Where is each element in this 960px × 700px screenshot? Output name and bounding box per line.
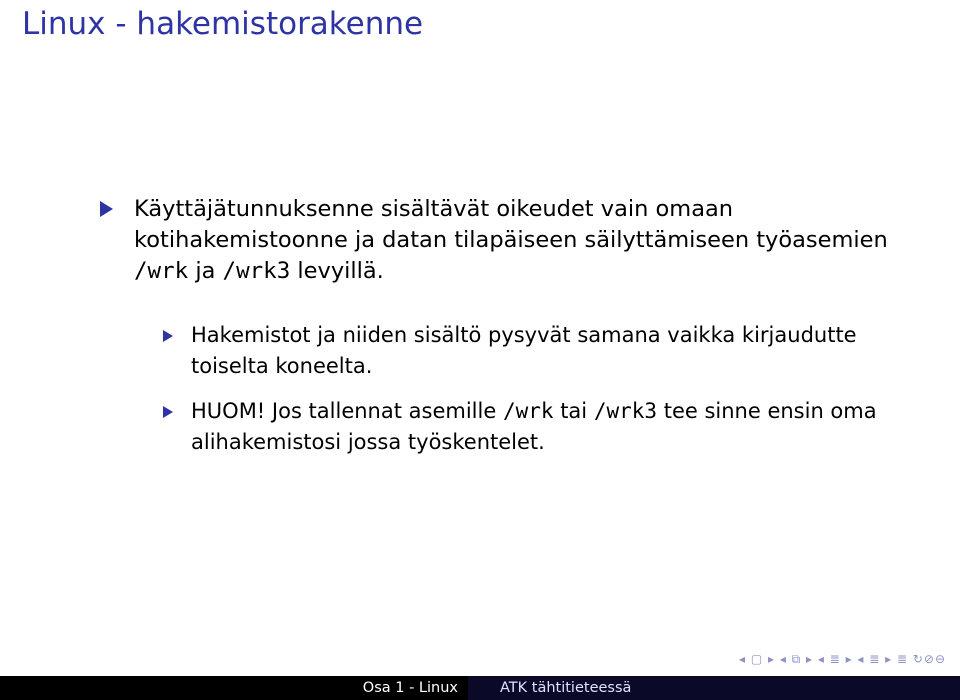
bullet-arrow-icon	[100, 201, 113, 217]
code-wrk: /wrk	[502, 399, 554, 423]
sub-bullet-2-part3: tee sinne ensin oma alihakemistosi jossa työskentelet.	[191, 399, 877, 454]
footer-section: Osa 1 - Linux	[0, 676, 468, 700]
sub-bullet-1-text: Hakemistot ja niiden sisältö pysyvät samana vaikka kirjaudutte toiselta koneelta.	[191, 323, 857, 378]
slide-title: Linux - hakemistorakenne	[22, 6, 424, 42]
sub-bullet-2-part1: HUOM! Jos tallennat asemille	[191, 399, 503, 423]
sub-bullet-arrow-icon	[163, 406, 173, 418]
footer-course: ATK tähtitieteessä	[468, 676, 960, 700]
sub-bullet-1	[163, 320, 903, 382]
sub-bullet-arrow-icon	[163, 330, 173, 342]
code-wrk: /wrk	[134, 258, 189, 284]
main-bullet-text	[134, 194, 900, 287]
main-bullet-part2: ja	[188, 258, 223, 284]
beamer-navigation-icons[interactable]: ◂ ▢ ▸ ◂ ⧉ ▸ ◂ ≣ ▸ ◂ ≣ ▸ ≣ ↻⊘⊖	[738, 652, 946, 666]
main-bullet	[100, 194, 900, 287]
code-wrk3: /wrk3	[222, 258, 291, 284]
main-bullet-part3: levyillä.	[290, 258, 384, 284]
sub-bullet-2-part2: tai	[553, 399, 594, 423]
sub-bullet-2-text	[191, 396, 903, 458]
footer	[0, 676, 960, 700]
main-bullet-part1: Käyttäjätunnuksenne sisältävät oikeudet vain omaan kotihakemistoonne ja datan tilapäiseen säilyttämiseen työasemien	[134, 196, 888, 253]
sub-bullet-2	[163, 396, 903, 458]
code-wrk3: /wrk3	[593, 399, 658, 423]
